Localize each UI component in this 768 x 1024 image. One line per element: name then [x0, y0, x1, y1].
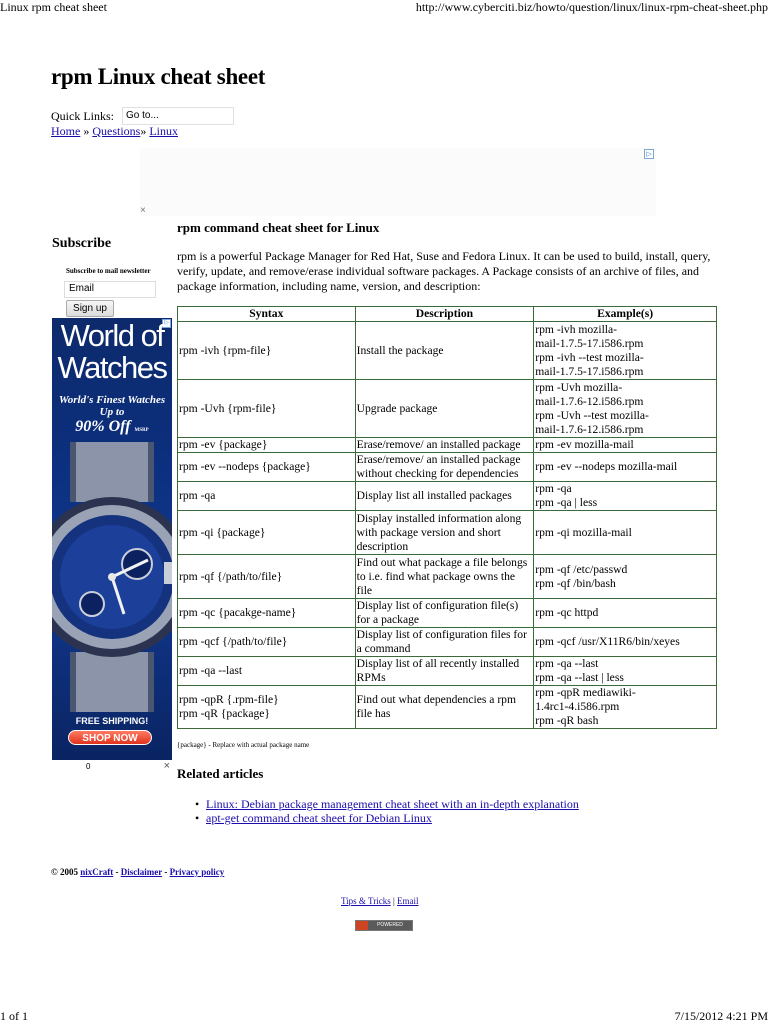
examples-line: 1.4rc1-4.i586.rpm — [535, 700, 620, 713]
table-cell-description — [355, 628, 534, 657]
table-cell-examples — [534, 657, 717, 686]
ad-bottom-bar — [52, 760, 172, 774]
table-cell-description — [355, 686, 534, 729]
table-row — [178, 322, 717, 380]
table-cell-examples — [534, 511, 717, 555]
description-line: Erase/remove/ an installed package — [356, 438, 521, 451]
table-cell-examples — [534, 438, 717, 453]
breadcrumb-linux-link[interactable]: Linux — [149, 124, 178, 138]
description-line: Find out what package a file belongs — [356, 555, 528, 569]
description-line: Display list of configuration files for — [356, 628, 527, 641]
description-line: a command — [356, 642, 411, 655]
table-row — [178, 599, 717, 628]
ad-msrp: MSRP — [134, 428, 149, 433]
description-line: Display list all installed packages — [356, 489, 512, 502]
table-row — [178, 482, 717, 511]
breadcrumb-separator: » — [140, 124, 150, 138]
separator: | — [390, 896, 398, 906]
breadcrumb — [51, 124, 178, 139]
ad-brand-line2: Watches — [57, 350, 167, 385]
table-cell-description — [355, 599, 534, 628]
description-line: description — [356, 539, 409, 553]
examples-line: rpm -qa — [535, 482, 572, 495]
syntax-line: rpm -qi {package} — [179, 525, 266, 539]
table-row — [178, 511, 717, 555]
examples-line: rpm -Uvh mozilla- — [535, 380, 623, 394]
table-cell-description — [355, 657, 534, 686]
examples-line: rpm -ev --nodeps mozilla-mail — [535, 460, 678, 473]
examples-line: mail-1.7.5-17.i586.rpm — [535, 336, 644, 350]
print-footer-datetime: 7/15/2012 4:21 PM — [674, 1009, 768, 1023]
table-cell-syntax — [178, 511, 356, 555]
breadcrumb-questions-link[interactable]: Questions — [92, 124, 141, 138]
table-cell-examples — [534, 322, 717, 380]
description-line: Display installed information along — [356, 511, 522, 525]
sign-up-button[interactable]: Sign up — [66, 300, 114, 317]
table-cell-description — [355, 453, 534, 482]
table-cell-syntax — [178, 438, 356, 453]
table-cell-syntax — [178, 453, 356, 482]
table-row — [178, 657, 717, 686]
related-articles-title: Related articles — [177, 766, 264, 781]
privacy-policy-link[interactable]: Privacy policy — [169, 867, 225, 877]
tips-line — [341, 896, 419, 906]
description-line: Upgrade package — [356, 401, 438, 415]
syntax-line: rpm -qf {/path/to/file} — [179, 569, 283, 583]
table-body — [178, 322, 717, 729]
examples-line: rpm -qi mozilla-mail — [535, 525, 632, 539]
syntax-line: rpm -qa — [179, 489, 216, 502]
subscribe-title: Subscribe — [52, 236, 112, 251]
copyright-text: © 2005 — [51, 867, 81, 877]
column-header-syntax: Syntax — [178, 307, 356, 322]
table-cell-description — [355, 482, 534, 511]
ad-choices-icon[interactable]: ▷ — [162, 319, 171, 328]
description-line: Display list of configuration file(s) — [356, 599, 519, 612]
examples-line: mail-1.7.5-17.i586.rpm — [535, 364, 644, 378]
list-item — [195, 811, 579, 825]
description-line: to i.e. find what package owns the — [356, 569, 516, 583]
table-row — [178, 555, 717, 599]
goto-select[interactable]: Go to... — [122, 107, 234, 125]
rpm-cheat-table — [177, 306, 717, 729]
powered-badge[interactable]: POWERED — [355, 920, 413, 931]
syntax-line: rpm -qpR {.rpm-file} — [179, 693, 279, 706]
watch-image — [52, 442, 172, 712]
examples-line: rpm -qf /bin/bash — [535, 576, 616, 590]
footnote: {package} - Replace with actual package name — [177, 741, 310, 749]
table-cell-syntax — [178, 628, 356, 657]
syntax-line: rpm -qR {package} — [179, 707, 270, 720]
ad-brand-line1: World of — [60, 318, 164, 353]
ad-discount-value: 90% Off — [75, 418, 131, 435]
examples-line: rpm -qc httpd — [535, 606, 599, 619]
description-line: file has — [356, 707, 391, 720]
table-row — [178, 628, 717, 657]
ad-choices-icon[interactable]: ▷ — [644, 149, 654, 159]
ad-tagline-line1: World's Finest Watches — [58, 394, 166, 406]
examples-line: rpm -Uvh --test mozilla- — [535, 408, 649, 422]
shop-now-button[interactable]: SHOP NOW — [68, 730, 152, 745]
related-article-link[interactable]: Linux: Debian package management cheat sheet with an in-depth explanation — [206, 797, 579, 811]
table-cell-syntax — [178, 657, 356, 686]
examples-line: rpm -qR bash — [535, 714, 599, 727]
section-title: rpm command cheat sheet for Linux — [177, 220, 380, 235]
separator: - — [113, 867, 121, 877]
table-cell-syntax — [178, 482, 356, 511]
copyright-line — [51, 867, 224, 877]
table-header-row — [178, 307, 717, 322]
description-line: without checking for dependencies — [356, 467, 519, 480]
table-cell-examples — [534, 555, 717, 599]
print-header-title: Linux rpm cheat sheet — [0, 0, 107, 14]
email-field[interactable]: Email — [64, 281, 156, 298]
intro-paragraph: rpm is a powerful Package Manager for Red Hat, Suse and Fedora Linux. It can be used to build, install, query, verify, update, and remove/erase individual software packages. A Package consists of an archive of files, and package information, including name, version, and description: — [177, 249, 711, 293]
examples-line: mail-1.7.6-12.i586.rpm — [535, 394, 644, 408]
quick-links-label: Quick Links: — [51, 108, 114, 123]
ad-tagline-line2: Up to — [99, 406, 125, 418]
table-cell-examples — [534, 599, 717, 628]
separator: - — [162, 867, 170, 877]
column-header-examples: Example(s) — [534, 307, 717, 322]
breadcrumb-home-link[interactable]: Home — [51, 124, 81, 138]
ad-brand — [52, 320, 172, 384]
examples-line: rpm -ivh --test mozilla- — [535, 350, 644, 364]
bullet-icon: • — [195, 797, 200, 811]
ad-close-icon[interactable]: × — [140, 205, 146, 216]
list-item — [195, 797, 579, 811]
breadcrumb-separator: » — [80, 124, 93, 138]
description-line: Find out what dependencies a rpm — [356, 693, 516, 706]
related-article-link[interactable]: apt-get command cheat sheet for Debian Linux — [206, 811, 432, 825]
examples-line: rpm -ivh mozilla- — [535, 322, 618, 336]
column-header-description: Description — [355, 307, 534, 322]
top-ad-banner[interactable] — [140, 148, 656, 216]
description-line: Erase/remove/ an installed package — [356, 453, 521, 466]
examples-line: rpm -qf /etc/passwd — [535, 562, 628, 576]
table-cell-examples — [534, 380, 717, 438]
examples-line: rpm -ev mozilla-mail — [535, 438, 634, 451]
table-cell-description — [355, 322, 534, 380]
print-footer-page: 1 of 1 — [0, 1009, 28, 1023]
ad-close-icon[interactable]: × — [163, 760, 170, 772]
ad-free-shipping: FREE SHIPPING! — [75, 716, 149, 726]
print-header-url: http://www.cyberciti.biz/howto/question/linux/linux-rpm-cheat-sheet.php — [415, 0, 768, 14]
syntax-line: rpm -ev {package} — [179, 438, 268, 451]
table-row — [178, 686, 717, 729]
page-title: rpm Linux cheat sheet — [51, 64, 266, 89]
table-cell-syntax — [178, 322, 356, 380]
table-cell-syntax — [178, 686, 356, 729]
syntax-line: rpm -Uvh {rpm-file} — [179, 401, 277, 415]
table-row — [178, 453, 717, 482]
syntax-line: rpm -qc {pacakge-name} — [179, 606, 297, 619]
examples-line: rpm -qa --last | less — [535, 671, 624, 684]
description-line: file — [356, 583, 373, 597]
quick-links — [51, 107, 234, 125]
table-cell-examples — [534, 453, 717, 482]
ad-counter: 0 — [86, 762, 91, 771]
description-line: with package version and short — [356, 525, 501, 539]
table-cell-description — [355, 380, 534, 438]
table-cell-examples — [534, 686, 717, 729]
tips-tricks-link[interactable]: Tips & Tricks — [341, 896, 391, 906]
syntax-line: rpm -qcf {/path/to/file} — [179, 635, 288, 648]
examples-line: rpm -qa | less — [535, 496, 598, 509]
description-line: RPMs — [356, 671, 386, 684]
syntax-line: rpm -ivh {rpm-file} — [179, 343, 272, 357]
table-cell-examples — [534, 628, 717, 657]
ad-discount — [52, 418, 172, 436]
email-link[interactable]: Email — [397, 896, 419, 906]
newsletter-label: Subscribe to mail newsletter — [66, 267, 151, 275]
watch-ad-banner[interactable] — [52, 318, 172, 760]
table-cell-syntax — [178, 599, 356, 628]
examples-line: rpm -qpR mediawiki- — [535, 686, 636, 699]
ad-tagline — [52, 394, 172, 418]
syntax-line: rpm -ev --nodeps {package} — [179, 460, 311, 473]
related-articles-list — [195, 797, 579, 825]
table-cell-description — [355, 438, 534, 453]
disclaimer-link[interactable]: Disclaimer — [120, 867, 163, 877]
nixcraft-link[interactable]: nixCraft — [80, 867, 114, 877]
table-cell-syntax — [178, 380, 356, 438]
examples-line: mail-1.7.6-12.i586.rpm — [535, 422, 644, 436]
table-cell-description — [355, 511, 534, 555]
examples-line: rpm -qcf /usr/X11R6/bin/xeyes — [535, 635, 680, 648]
syntax-line: rpm -qa --last — [179, 664, 243, 677]
bullet-icon: • — [195, 811, 200, 825]
examples-line: rpm -qa --last — [535, 657, 599, 670]
table-cell-syntax — [178, 555, 356, 599]
description-line: for a package — [356, 613, 420, 626]
table-cell-examples — [534, 482, 717, 511]
table-row — [178, 380, 717, 438]
table-cell-description — [355, 555, 534, 599]
description-line: Install the package — [356, 343, 444, 357]
table-row — [178, 438, 717, 453]
description-line: Display list of all recently installed — [356, 657, 520, 670]
